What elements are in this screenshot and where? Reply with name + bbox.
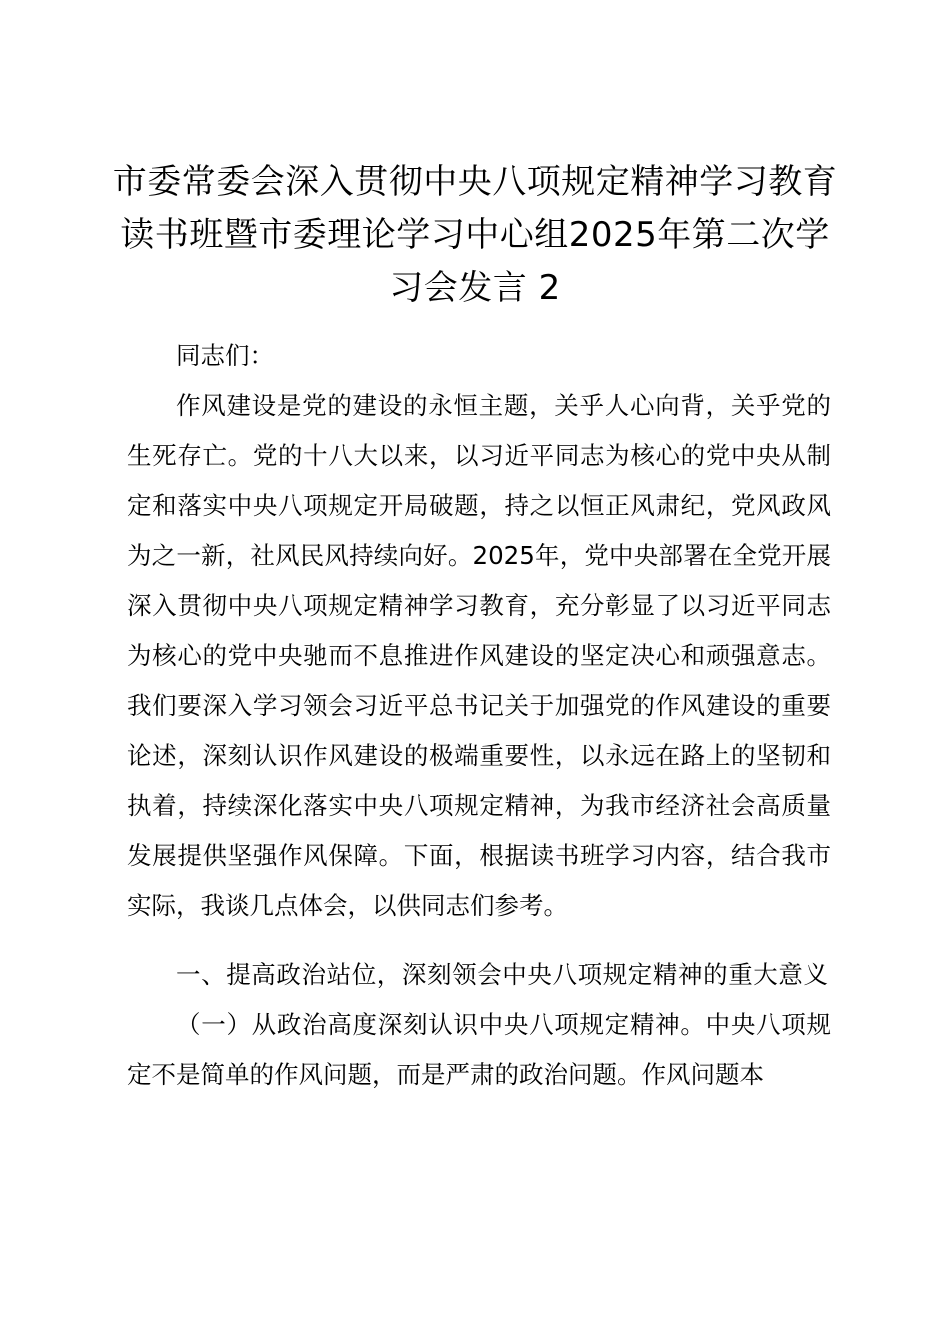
section-heading-1: 一、提高政治站位，深刻领会中央八项规定精神的重大意义 bbox=[176, 960, 829, 989]
paragraph-spacer bbox=[127, 931, 831, 950]
document-title: 市委常委会深入贯彻中央八项规定精神学习教育读书班暨市委理论学习中心组2025年第二次学习会发言 2 bbox=[112, 162, 838, 308]
document-body bbox=[127, 331, 831, 1100]
subsection-paragraph-1: （一）从政治高度深刻认识中央八项规定精神。中央八项规定不是简单的作风问题，而是严肃的政治问题。作风问题本 bbox=[127, 1010, 831, 1089]
salutation: 同志们： bbox=[176, 341, 274, 370]
paragraph-introduction: 作风建设是党的建设的永恒主题，关乎人心向背，关乎党的生死存亡。党的十八大以来，以习近平同志为核心的党中央从制定和落实中央八项规定开局破题，持之以恒正风肃纪，党风政风为之一新，社风民风持续向好。2025年，党中央部署在全党开展深入贯彻中央八项规定精神学习教育，充分彰显了以习近平同志为核心的党中央驰而不息推进作风建设的坚定决心和顽强意志。我们要深入学习领会习近平总书记关于加强党的作风建设的重要论述，深刻认识作风建设的极端重要性，以永远在路上的坚韧和执着，持续深化落实中央八项规定精神，为我市经济社会高质量发展提供坚强作风保障。下面，根据读书班学习内容，结合我市实际，我谈几点体会，以供同志们参考。 bbox=[127, 391, 831, 920]
